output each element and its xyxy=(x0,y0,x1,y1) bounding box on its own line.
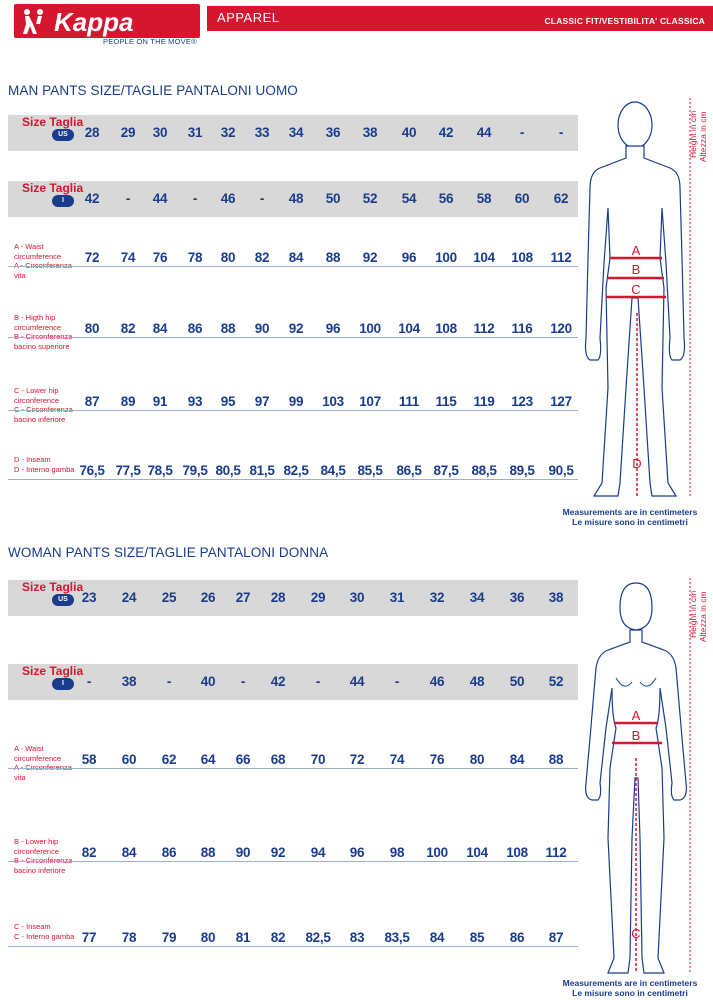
measurement-value: 76 xyxy=(152,250,168,265)
row-divider xyxy=(8,861,578,862)
man-section-title: MAN PANTS SIZE/TAGLIE PANTALONI UOMO xyxy=(8,83,298,98)
size-value: 32 xyxy=(429,590,445,605)
measurement-value: 90 xyxy=(254,321,270,336)
measurement-value: 86 xyxy=(187,321,203,336)
measurement-value: 80 xyxy=(200,930,216,945)
measurement-value: 104 xyxy=(398,321,420,336)
measurement-value: 104 xyxy=(466,845,488,860)
measurement-value: 72 xyxy=(84,250,100,265)
apparel-label: APPAREL xyxy=(217,10,280,25)
measurement-label: C - Inseam C - Interno gamba xyxy=(14,922,75,941)
size-value: - xyxy=(519,125,525,140)
svg-text:B: B xyxy=(631,262,641,277)
measurement-value: 100 xyxy=(426,845,448,860)
man-it-size-band xyxy=(8,181,578,217)
measurement-value: 87,5 xyxy=(433,463,459,478)
measurement-value: 81,5 xyxy=(249,463,275,478)
measurement-value: 85,5 xyxy=(357,463,383,478)
measurement-value: 87 xyxy=(548,930,564,945)
measurement-value: 108 xyxy=(506,845,528,860)
measurement-value: 127 xyxy=(550,394,572,409)
size-value: 38 xyxy=(548,590,564,605)
svg-text:Height in cm: Height in cm xyxy=(688,590,698,638)
measurement-value: 120 xyxy=(550,321,572,336)
size-value: - xyxy=(166,674,172,689)
measurement-value: 82,5 xyxy=(305,930,331,945)
size-value: 30 xyxy=(349,590,365,605)
size-value: 48 xyxy=(288,191,304,206)
size-value: 33 xyxy=(254,125,270,140)
size-value: 46 xyxy=(220,191,236,206)
size-value: 28 xyxy=(270,590,286,605)
size-value: 38 xyxy=(121,674,137,689)
size-value: 56 xyxy=(438,191,454,206)
measurement-value: 84 xyxy=(121,845,137,860)
measurement-value: 115 xyxy=(435,394,457,409)
size-value: 27 xyxy=(235,590,251,605)
measurement-label: A - Waist circumference vita xyxy=(14,242,62,280)
measurement-value: 116 xyxy=(511,321,533,336)
row-divider xyxy=(8,410,578,411)
us-badge: US xyxy=(52,594,74,606)
svg-text:A: A xyxy=(631,243,641,258)
measurement-value: 66 xyxy=(235,752,251,767)
measurement-value: 81 xyxy=(235,930,251,945)
measurement-value: 100 xyxy=(359,321,381,336)
measurement-value: 84 xyxy=(152,321,168,336)
measurement-value: 72 xyxy=(349,752,365,767)
measurement-value: 78,5 xyxy=(147,463,173,478)
size-value: 32 xyxy=(220,125,236,140)
size-value: 58 xyxy=(476,191,492,206)
measurement-value: 76,5 xyxy=(79,463,105,478)
tagline: PEOPLE ON THE MOVE® xyxy=(103,37,197,46)
measurement-value: 79,5 xyxy=(182,463,208,478)
measurement-value: 74 xyxy=(120,250,136,265)
measurement-value: 82 xyxy=(270,930,286,945)
measurement-value: 99 xyxy=(288,394,304,409)
man-measure-note: Measurements are in centimeters Le misure sono in centimetri xyxy=(562,507,698,527)
size-value: - xyxy=(394,674,400,689)
measurement-value: 104 xyxy=(473,250,495,265)
size-value: 31 xyxy=(389,590,405,605)
measurement-value: 84 xyxy=(288,250,304,265)
measurement-value: 108 xyxy=(435,321,457,336)
svg-text:Height in cm: Height in cm xyxy=(688,110,698,158)
measurement-value: 95 xyxy=(220,394,236,409)
size-value: 44 xyxy=(349,674,365,689)
size-label: Size Taglia xyxy=(22,181,84,195)
measurement-value: 97 xyxy=(254,394,270,409)
measurement-label: D - Inseam D - Interno gamba xyxy=(14,455,75,474)
measurement-value: 88 xyxy=(200,845,216,860)
size-value: 44 xyxy=(476,125,492,140)
measurement-value: 90 xyxy=(235,845,251,860)
measurement-value: 80 xyxy=(469,752,485,767)
man-body-figure xyxy=(580,98,710,503)
size-value: - xyxy=(240,674,246,689)
measurement-value: 84 xyxy=(429,930,445,945)
us-badge: US xyxy=(52,129,74,141)
size-value: 54 xyxy=(401,191,417,206)
measurement-value: 80,5 xyxy=(215,463,241,478)
size-value: - xyxy=(259,191,265,206)
measurement-value: 96 xyxy=(349,845,365,860)
measurement-value: 103 xyxy=(322,394,344,409)
svg-text:D: D xyxy=(632,456,642,471)
size-value: 42 xyxy=(270,674,286,689)
size-value: 44 xyxy=(152,191,168,206)
measurement-value: 92 xyxy=(270,845,286,860)
measurement-value: 119 xyxy=(473,394,495,409)
measurement-value: 90,5 xyxy=(548,463,574,478)
size-value: - xyxy=(315,674,321,689)
measurement-value: 76 xyxy=(429,752,445,767)
measurement-value: 98 xyxy=(389,845,405,860)
size-value: 40 xyxy=(200,674,216,689)
measurement-value: 86,5 xyxy=(396,463,422,478)
measurement-value: 74 xyxy=(389,752,405,767)
size-label: Size Taglia xyxy=(22,115,84,129)
measurement-value: 86 xyxy=(161,845,177,860)
measurement-value: 94 xyxy=(310,845,326,860)
svg-text:C: C xyxy=(631,282,641,297)
size-value: 52 xyxy=(362,191,378,206)
size-value: 29 xyxy=(310,590,326,605)
size-value: 30 xyxy=(152,125,168,140)
size-label: Size Taglia xyxy=(22,664,84,678)
svg-text:A: A xyxy=(631,708,641,723)
size-value: 36 xyxy=(325,125,341,140)
row-divider xyxy=(8,266,578,267)
size-value: 28 xyxy=(84,125,100,140)
size-value: 60 xyxy=(514,191,530,206)
measurement-value: 77 xyxy=(81,930,97,945)
measurement-value: 62 xyxy=(161,752,177,767)
measurement-value: 88 xyxy=(220,321,236,336)
woman-section-title: WOMAN PANTS SIZE/TAGLIE PANTALONI DONNA xyxy=(8,545,329,560)
size-value: 48 xyxy=(469,674,485,689)
measurement-value: 78 xyxy=(121,930,137,945)
row-divider xyxy=(8,479,578,480)
size-value: 24 xyxy=(121,590,137,605)
row-divider xyxy=(8,768,578,769)
size-value: 23 xyxy=(81,590,97,605)
measurement-value: 84,5 xyxy=(320,463,346,478)
woman-us-size-band xyxy=(8,580,578,616)
svg-text:C: C xyxy=(631,926,641,941)
measurement-value: 80 xyxy=(220,250,236,265)
measurement-label: B - Lower hip circonference bacino inferiore xyxy=(14,837,66,875)
measurement-value: 70 xyxy=(310,752,326,767)
measurement-value: 112 xyxy=(545,845,567,860)
measurement-value: 96 xyxy=(325,321,341,336)
svg-text:Altezza in cm: Altezza in cm xyxy=(698,111,708,162)
size-value: 40 xyxy=(401,125,417,140)
woman-measure-note: Measurements are in centimeters Le misure sono in centimetri xyxy=(562,978,698,998)
measurement-value: 96 xyxy=(401,250,417,265)
size-value: 31 xyxy=(187,125,203,140)
measurement-value: 91 xyxy=(152,394,168,409)
measurement-value: 92 xyxy=(288,321,304,336)
size-value: 36 xyxy=(509,590,525,605)
size-value: 42 xyxy=(438,125,454,140)
row-divider xyxy=(8,946,578,947)
measurement-value: 58 xyxy=(81,752,97,767)
measurement-value: 64 xyxy=(200,752,216,767)
measurement-value: 82 xyxy=(81,845,97,860)
measurement-label: B - Higth hip circumference bacino superiore xyxy=(14,313,70,351)
measurement-value: 87 xyxy=(84,394,100,409)
measurement-value: 88 xyxy=(325,250,341,265)
size-value: - xyxy=(125,191,131,206)
measurement-value: 77,5 xyxy=(115,463,141,478)
measurement-value: 112 xyxy=(473,321,495,336)
size-value: 50 xyxy=(509,674,525,689)
row-divider xyxy=(8,337,578,338)
size-value: 62 xyxy=(553,191,569,206)
measurement-value: 107 xyxy=(359,394,381,409)
measurement-value: 82 xyxy=(254,250,270,265)
svg-text:B: B xyxy=(631,728,641,743)
measurement-value: 86 xyxy=(509,930,525,945)
measurement-value: 60 xyxy=(121,752,137,767)
it-badge: I xyxy=(52,678,74,690)
size-value: 46 xyxy=(429,674,445,689)
measurement-label: C - Lower hip circonference bacino inferiore xyxy=(14,386,66,424)
size-value: 26 xyxy=(200,590,216,605)
size-value: - xyxy=(86,674,92,689)
size-value: - xyxy=(192,191,198,206)
measurement-value: 82 xyxy=(120,321,136,336)
woman-body-figure xyxy=(580,578,710,978)
measurement-value: 89 xyxy=(120,394,136,409)
man-us-size-band xyxy=(8,115,578,151)
measurement-value: 85 xyxy=(469,930,485,945)
measurement-value: 111 xyxy=(398,394,420,409)
apparel-banner xyxy=(207,6,713,31)
measurement-value: 112 xyxy=(550,250,572,265)
size-value: 52 xyxy=(548,674,564,689)
measurement-value: 88 xyxy=(548,752,564,767)
measurement-value: 79 xyxy=(161,930,177,945)
measurement-value: 78 xyxy=(187,250,203,265)
measurement-value: 92 xyxy=(362,250,378,265)
svg-text:Kappa: Kappa xyxy=(54,7,134,37)
measurement-value: 100 xyxy=(435,250,457,265)
size-value: 34 xyxy=(288,125,304,140)
size-value: 50 xyxy=(325,191,341,206)
measurement-value: 108 xyxy=(511,250,533,265)
size-value: 29 xyxy=(120,125,136,140)
measurement-value: 88,5 xyxy=(471,463,497,478)
measurement-value: 89,5 xyxy=(509,463,535,478)
it-badge: I xyxy=(52,195,74,207)
svg-text:Altezza in cm: Altezza in cm xyxy=(698,591,708,642)
size-value: 34 xyxy=(469,590,485,605)
measurement-value: 84 xyxy=(509,752,525,767)
woman-it-size-band xyxy=(8,664,578,700)
measurement-value: 68 xyxy=(270,752,286,767)
fit-label: CLASSIC FIT/VESTIBILITA' CLASSICA xyxy=(544,16,705,26)
size-value: - xyxy=(558,125,564,140)
measurement-value: 83,5 xyxy=(384,930,410,945)
size-value: 25 xyxy=(161,590,177,605)
size-value: 42 xyxy=(84,191,100,206)
size-value: 38 xyxy=(362,125,378,140)
measurement-value: 80 xyxy=(84,321,100,336)
measurement-value: 82,5 xyxy=(283,463,309,478)
measurement-value: 83 xyxy=(349,930,365,945)
measurement-value: 93 xyxy=(187,394,203,409)
size-label: Size Taglia xyxy=(22,580,84,594)
measurement-label: A - Waist circumference vita xyxy=(14,744,62,782)
measurement-value: 123 xyxy=(511,394,533,409)
